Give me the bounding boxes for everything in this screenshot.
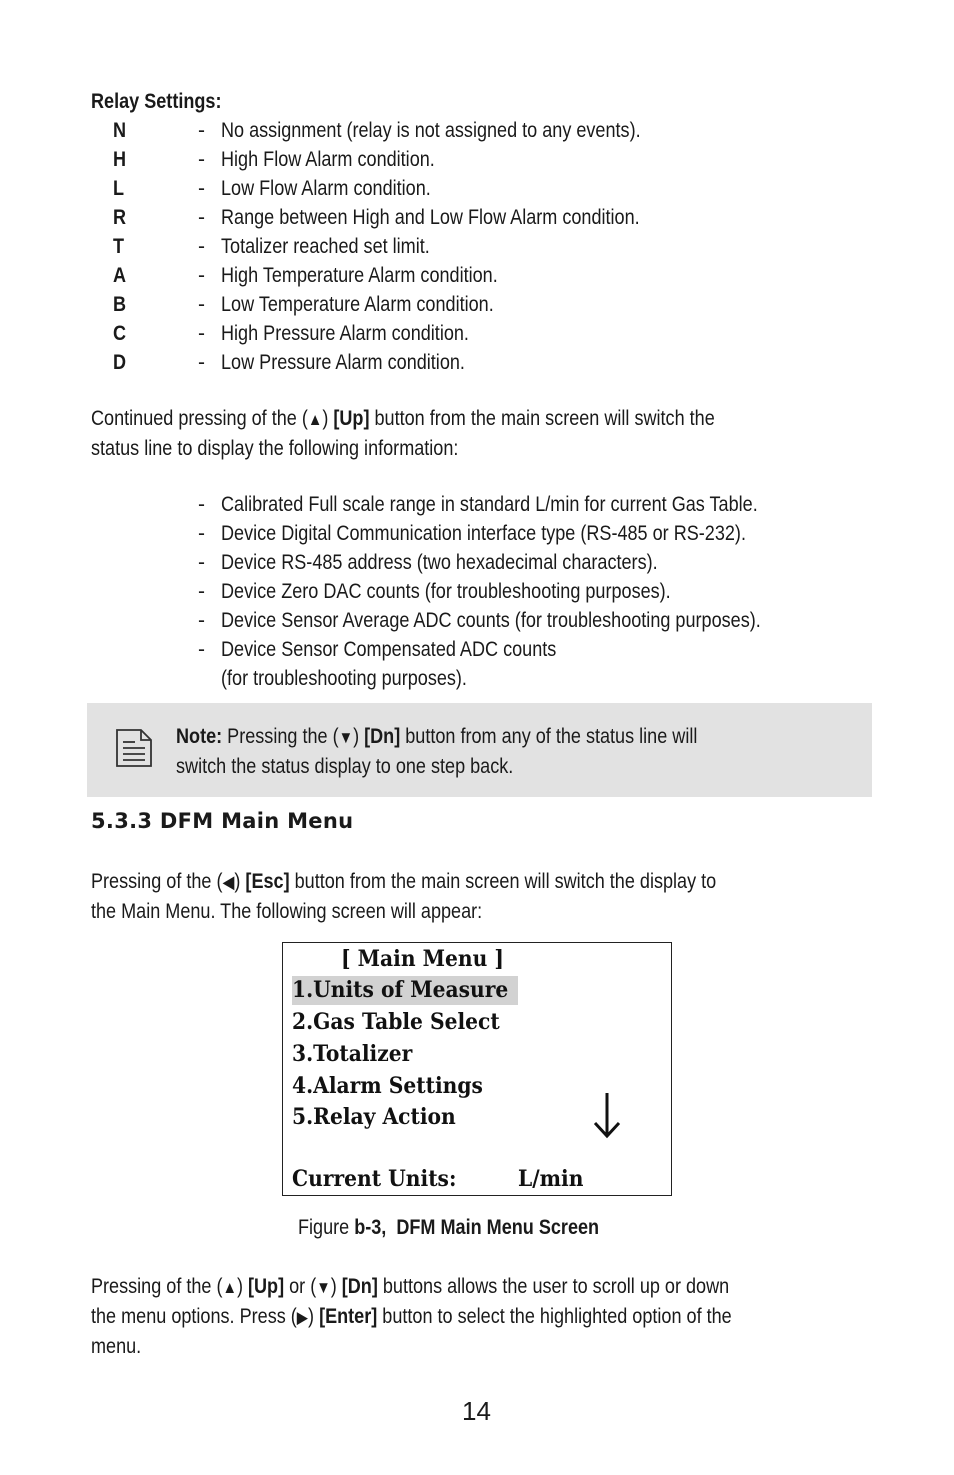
relay-description: High Temperature Alarm condition. — [221, 264, 498, 287]
relay-description: Low Temperature Alarm condition. — [221, 293, 494, 316]
relay-dash: - — [198, 351, 205, 374]
status-dash: - — [198, 638, 205, 661]
status-dash: - — [198, 609, 205, 632]
status-dash: - — [198, 551, 205, 574]
relay-code: B — [113, 293, 127, 316]
relay-description: Totalizer reached set limit. — [221, 235, 430, 258]
section-heading: 5.3.3 DFM Main Menu — [91, 809, 354, 833]
relay-dash: - — [198, 264, 205, 287]
relay-code: A — [113, 264, 127, 287]
status-description: Calibrated Full scale range in standard L/min for current Gas Table. — [221, 493, 758, 516]
menu-item-gas-table-select: 2.Gas Table Select — [292, 1009, 500, 1035]
relay-code: H — [113, 148, 127, 171]
menu-item-totalizer: 3.Totalizer — [292, 1041, 413, 1067]
relay-code: R — [113, 206, 127, 229]
figure-caption: Figure b-3, DFM Main Menu Screen — [298, 1216, 600, 1239]
relay-dash: - — [198, 322, 205, 345]
relay-description: Low Pressure Alarm condition. — [221, 351, 465, 374]
relay-description: Low Flow Alarm condition. — [221, 177, 431, 200]
relay-description: Range between High and Low Flow Alarm condition. — [221, 206, 640, 229]
status-dash: - — [198, 522, 205, 545]
relay-dash: - — [198, 293, 205, 316]
status-description: Device Zero DAC counts (for troubleshooting purposes). — [221, 580, 671, 603]
note-text: Note: Pressing the (▼) [Dn] button from any of the status line will switch the status display to one step back. — [176, 725, 698, 778]
dfm-main-menu-screen — [282, 942, 672, 1196]
status-dash: - — [198, 580, 205, 603]
status-dash: - — [198, 493, 205, 516]
navigation-paragraph: Pressing of the (▲) [Up] or (▼) [Dn] buttons allows the user to scroll up or down the menu options. Press (▶) [Enter] button to select the highlighted option of the menu. — [91, 1275, 732, 1358]
relay-code: D — [113, 351, 127, 374]
status-description: Device Sensor Average ADC counts (for troubleshooting purposes). — [221, 609, 761, 632]
current-units-label: Current Units: — [292, 1166, 457, 1192]
status-line-paragraph: Continued pressing of the (▲) [Up] button from the main screen will switch the status line to display the following information: — [91, 407, 715, 460]
menu-item-alarm-settings: 4.Alarm Settings — [292, 1073, 483, 1099]
main-menu-paragraph: Pressing of the (◀) [Esc] button from the main screen will switch the display to the Main Menu. The following screen will appear: — [91, 870, 717, 923]
status-description: Device Sensor Compensated ADC counts — [221, 638, 557, 661]
screen-title: [ Main Menu ] — [341, 946, 504, 972]
relay-code: L — [113, 177, 125, 200]
note-document-icon — [115, 728, 153, 768]
relay-description: High Pressure Alarm condition. — [221, 322, 469, 345]
relay-dash: - — [198, 119, 205, 142]
menu-item-units-of-measure: 1.Units of Measure — [292, 977, 509, 1003]
relay-code: C — [113, 322, 127, 345]
relay-description: High Flow Alarm condition. — [221, 148, 435, 171]
scroll-down-arrow-icon — [590, 1091, 624, 1139]
relay-settings-heading: Relay Settings: — [91, 90, 222, 113]
page-number: 14 — [462, 1396, 491, 1426]
current-units-value: L/min — [518, 1166, 584, 1192]
relay-code: N — [113, 119, 127, 142]
relay-dash: - — [198, 235, 205, 258]
status-description: Device Digital Communication interface type (RS-485 or RS-232). — [221, 522, 746, 545]
relay-dash: - — [198, 206, 205, 229]
relay-code: T — [113, 235, 125, 258]
relay-dash: - — [198, 177, 205, 200]
status-description: Device RS-485 address (two hexadecimal characters). — [221, 551, 658, 574]
relay-description: No assignment (relay is not assigned to any events). — [221, 119, 641, 142]
menu-item-relay-action: 5.Relay Action — [292, 1104, 456, 1130]
note-box — [87, 703, 872, 797]
relay-dash: - — [198, 148, 205, 171]
